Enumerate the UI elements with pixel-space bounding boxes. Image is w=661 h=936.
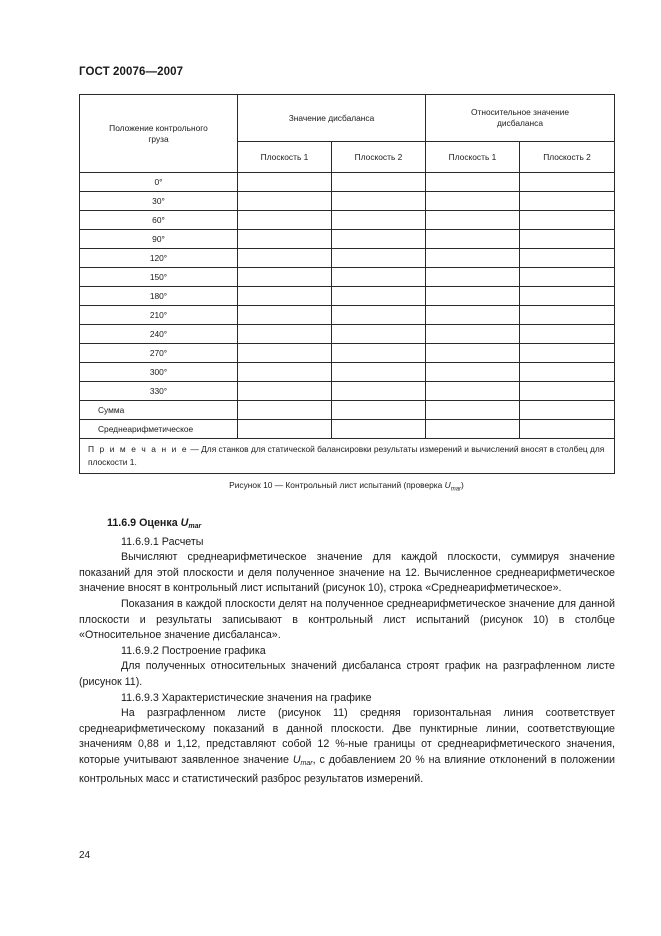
- table-cell: [238, 382, 332, 401]
- row-label-angle: 210°: [80, 306, 238, 325]
- table-row: [80, 363, 615, 382]
- row-label-angle: 270°: [80, 344, 238, 363]
- row-label-angle: 330°: [80, 382, 238, 401]
- table-row: [80, 287, 615, 306]
- col-header-plane2-b: Плоскость 2: [520, 142, 615, 173]
- test-sheet-table: [79, 94, 615, 474]
- section-title-symbol: U: [180, 517, 189, 529]
- table-cell: [238, 230, 332, 249]
- table-cell: [426, 287, 520, 306]
- table-cell: [332, 306, 426, 325]
- row-label-angle: 90°: [80, 230, 238, 249]
- table-cell: [426, 268, 520, 287]
- table-cell: [332, 363, 426, 382]
- col-header-plane1-a: Плоскость 1: [238, 142, 332, 173]
- table-cell: [238, 306, 332, 325]
- table-cell: [238, 211, 332, 230]
- subsection-heading-plot: 11.6.9.2 Построение графика: [121, 644, 266, 657]
- col-header-plane1-b: Плоскость 1: [426, 142, 520, 173]
- section-title-subscript: mar: [188, 523, 202, 530]
- table-cell: [332, 173, 426, 192]
- table-cell: [426, 192, 520, 211]
- table-row: [80, 173, 615, 192]
- table-cell: [426, 211, 520, 230]
- table-cell: [426, 382, 520, 401]
- row-label-angle: 180°: [80, 287, 238, 306]
- table-row: [80, 306, 615, 325]
- row-label-angle: 300°: [80, 363, 238, 382]
- table-cell: [332, 401, 426, 420]
- caption-symbol: U: [444, 480, 451, 490]
- table-cell: [520, 363, 615, 382]
- table-row: [80, 211, 615, 230]
- table-cell: [426, 420, 520, 439]
- table-cell: [238, 325, 332, 344]
- table-cell: [238, 401, 332, 420]
- col-header-position: Положение контрольного груза: [80, 95, 238, 173]
- table-cell: [332, 192, 426, 211]
- note-label: П р и м е ч а н и е: [88, 444, 189, 454]
- table-cell: [332, 249, 426, 268]
- table-cell: [520, 268, 615, 287]
- table-cell: [520, 325, 615, 344]
- table-cell: [520, 420, 615, 439]
- table-cell: [426, 230, 520, 249]
- table-cell: [332, 211, 426, 230]
- figure-caption: [79, 480, 614, 493]
- table-cell: [332, 325, 426, 344]
- row-label-angle: 150°: [80, 268, 238, 287]
- table-row: [80, 382, 615, 401]
- caption-subscript: mar: [450, 486, 462, 493]
- col-header-unbalance: Значение дисбаланса: [238, 95, 426, 142]
- table-cell: [332, 420, 426, 439]
- table-cell: [520, 401, 615, 420]
- table-cell: [238, 363, 332, 382]
- col-header-relative-unbalance: Относительное значение дисбаланса: [426, 95, 615, 142]
- row-label-angle: 60°: [80, 211, 238, 230]
- table-row: [80, 249, 615, 268]
- document-header: ГОСТ 20076—2007: [79, 66, 184, 78]
- table-cell: [332, 230, 426, 249]
- paragraph: Для полученных относительных значений дисбаланса строят график на разграфленном листе (рисунок 11).: [79, 660, 615, 688]
- paragraph-part: На разграфленном листе (рисунок 11) средняя горизонтальная линия соответствует среднеарифметическому показаний в данной плоскости. Две пунктирные линии, соответствующие значениям 0,88 и 1,12, представляют собой 12 %-ные границы от среднеарифметического значения, которые учитывают заявленное значение: [79, 707, 615, 766]
- row-label-mean: Среднеарифметическое: [80, 420, 238, 439]
- page-number: 24: [79, 850, 91, 861]
- paragraph-part: , с добавлением 20 % на влияние отклонений в положении контрольных масс и статистический разброс результатов измерений.: [79, 753, 615, 785]
- table-cell: [238, 192, 332, 211]
- note-text: — Для станков для статической балансировки результаты измерений и вычислений вносят в столбец для плоскости 1.: [88, 444, 605, 467]
- table-cell: [332, 382, 426, 401]
- table-row: [80, 325, 615, 344]
- row-label-angle: 240°: [80, 325, 238, 344]
- caption-text: Рисунок 10 — Контрольный лист испытаний (проверка: [229, 480, 445, 490]
- subsection-heading-values: 11.6.9.3 Характеристические значения на графике: [121, 691, 372, 704]
- caption-close: ): [461, 480, 464, 490]
- col-header-plane2-a: Плоскость 2: [332, 142, 426, 173]
- section-title: [107, 516, 615, 535]
- table-cell: [332, 344, 426, 363]
- section-title-text: 11.6.9 Оценка: [107, 517, 181, 529]
- table-cell: [520, 192, 615, 211]
- paragraph-symbol: U: [292, 753, 301, 766]
- table-cell: [426, 401, 520, 420]
- paragraph: Вычисляют среднеарифметическое значение для каждой плоскости, суммируя значение показаний для этой плоскости и деля полученное значение на 12. Вычисленное среднеарифметическое значение вносят в контрольный лист испытаний (рисунок 10), строка «Среднеарифметическое».: [79, 551, 615, 595]
- table-cell: [520, 344, 615, 363]
- table-row: [80, 344, 615, 363]
- table-row: [80, 230, 615, 249]
- table-cell: [520, 249, 615, 268]
- table-cell: [426, 249, 520, 268]
- paragraph: Показания в каждой плоскости делят на полученное среднеарифметическое значение для данной плоскости и результаты записывают в контрольный лист испытаний (рисунок 10) в столбце «Относительное значение дисбаланса».: [79, 597, 615, 642]
- table-cell: [520, 211, 615, 230]
- table-row: [80, 192, 615, 211]
- section-body: [79, 516, 615, 787]
- paragraph-subscript: mar: [300, 759, 313, 767]
- table-cell: [238, 420, 332, 439]
- table-cell: [520, 173, 615, 192]
- table-cell: [520, 230, 615, 249]
- subsection-heading-calc: 11.6.9.1 Расчеты: [121, 535, 204, 548]
- row-label-angle: 120°: [80, 249, 238, 268]
- table-cell: [332, 268, 426, 287]
- table-cell: [520, 306, 615, 325]
- table-cell: [426, 306, 520, 325]
- row-label-angle: 0°: [80, 173, 238, 192]
- table-row: [80, 268, 615, 287]
- row-label-angle: 30°: [80, 192, 238, 211]
- table-cell: [238, 249, 332, 268]
- paragraph: [79, 706, 615, 787]
- table-cell: [520, 382, 615, 401]
- table-cell: [332, 287, 426, 306]
- table-cell: [426, 325, 520, 344]
- row-label-sum: Сумма: [80, 401, 238, 420]
- table-cell: [238, 287, 332, 306]
- table-cell: [238, 344, 332, 363]
- table-cell: [426, 173, 520, 192]
- table-note: [80, 439, 615, 474]
- table-cell: [238, 173, 332, 192]
- table-cell: [238, 268, 332, 287]
- table-cell: [520, 287, 615, 306]
- table-cell: [426, 363, 520, 382]
- table-cell: [426, 344, 520, 363]
